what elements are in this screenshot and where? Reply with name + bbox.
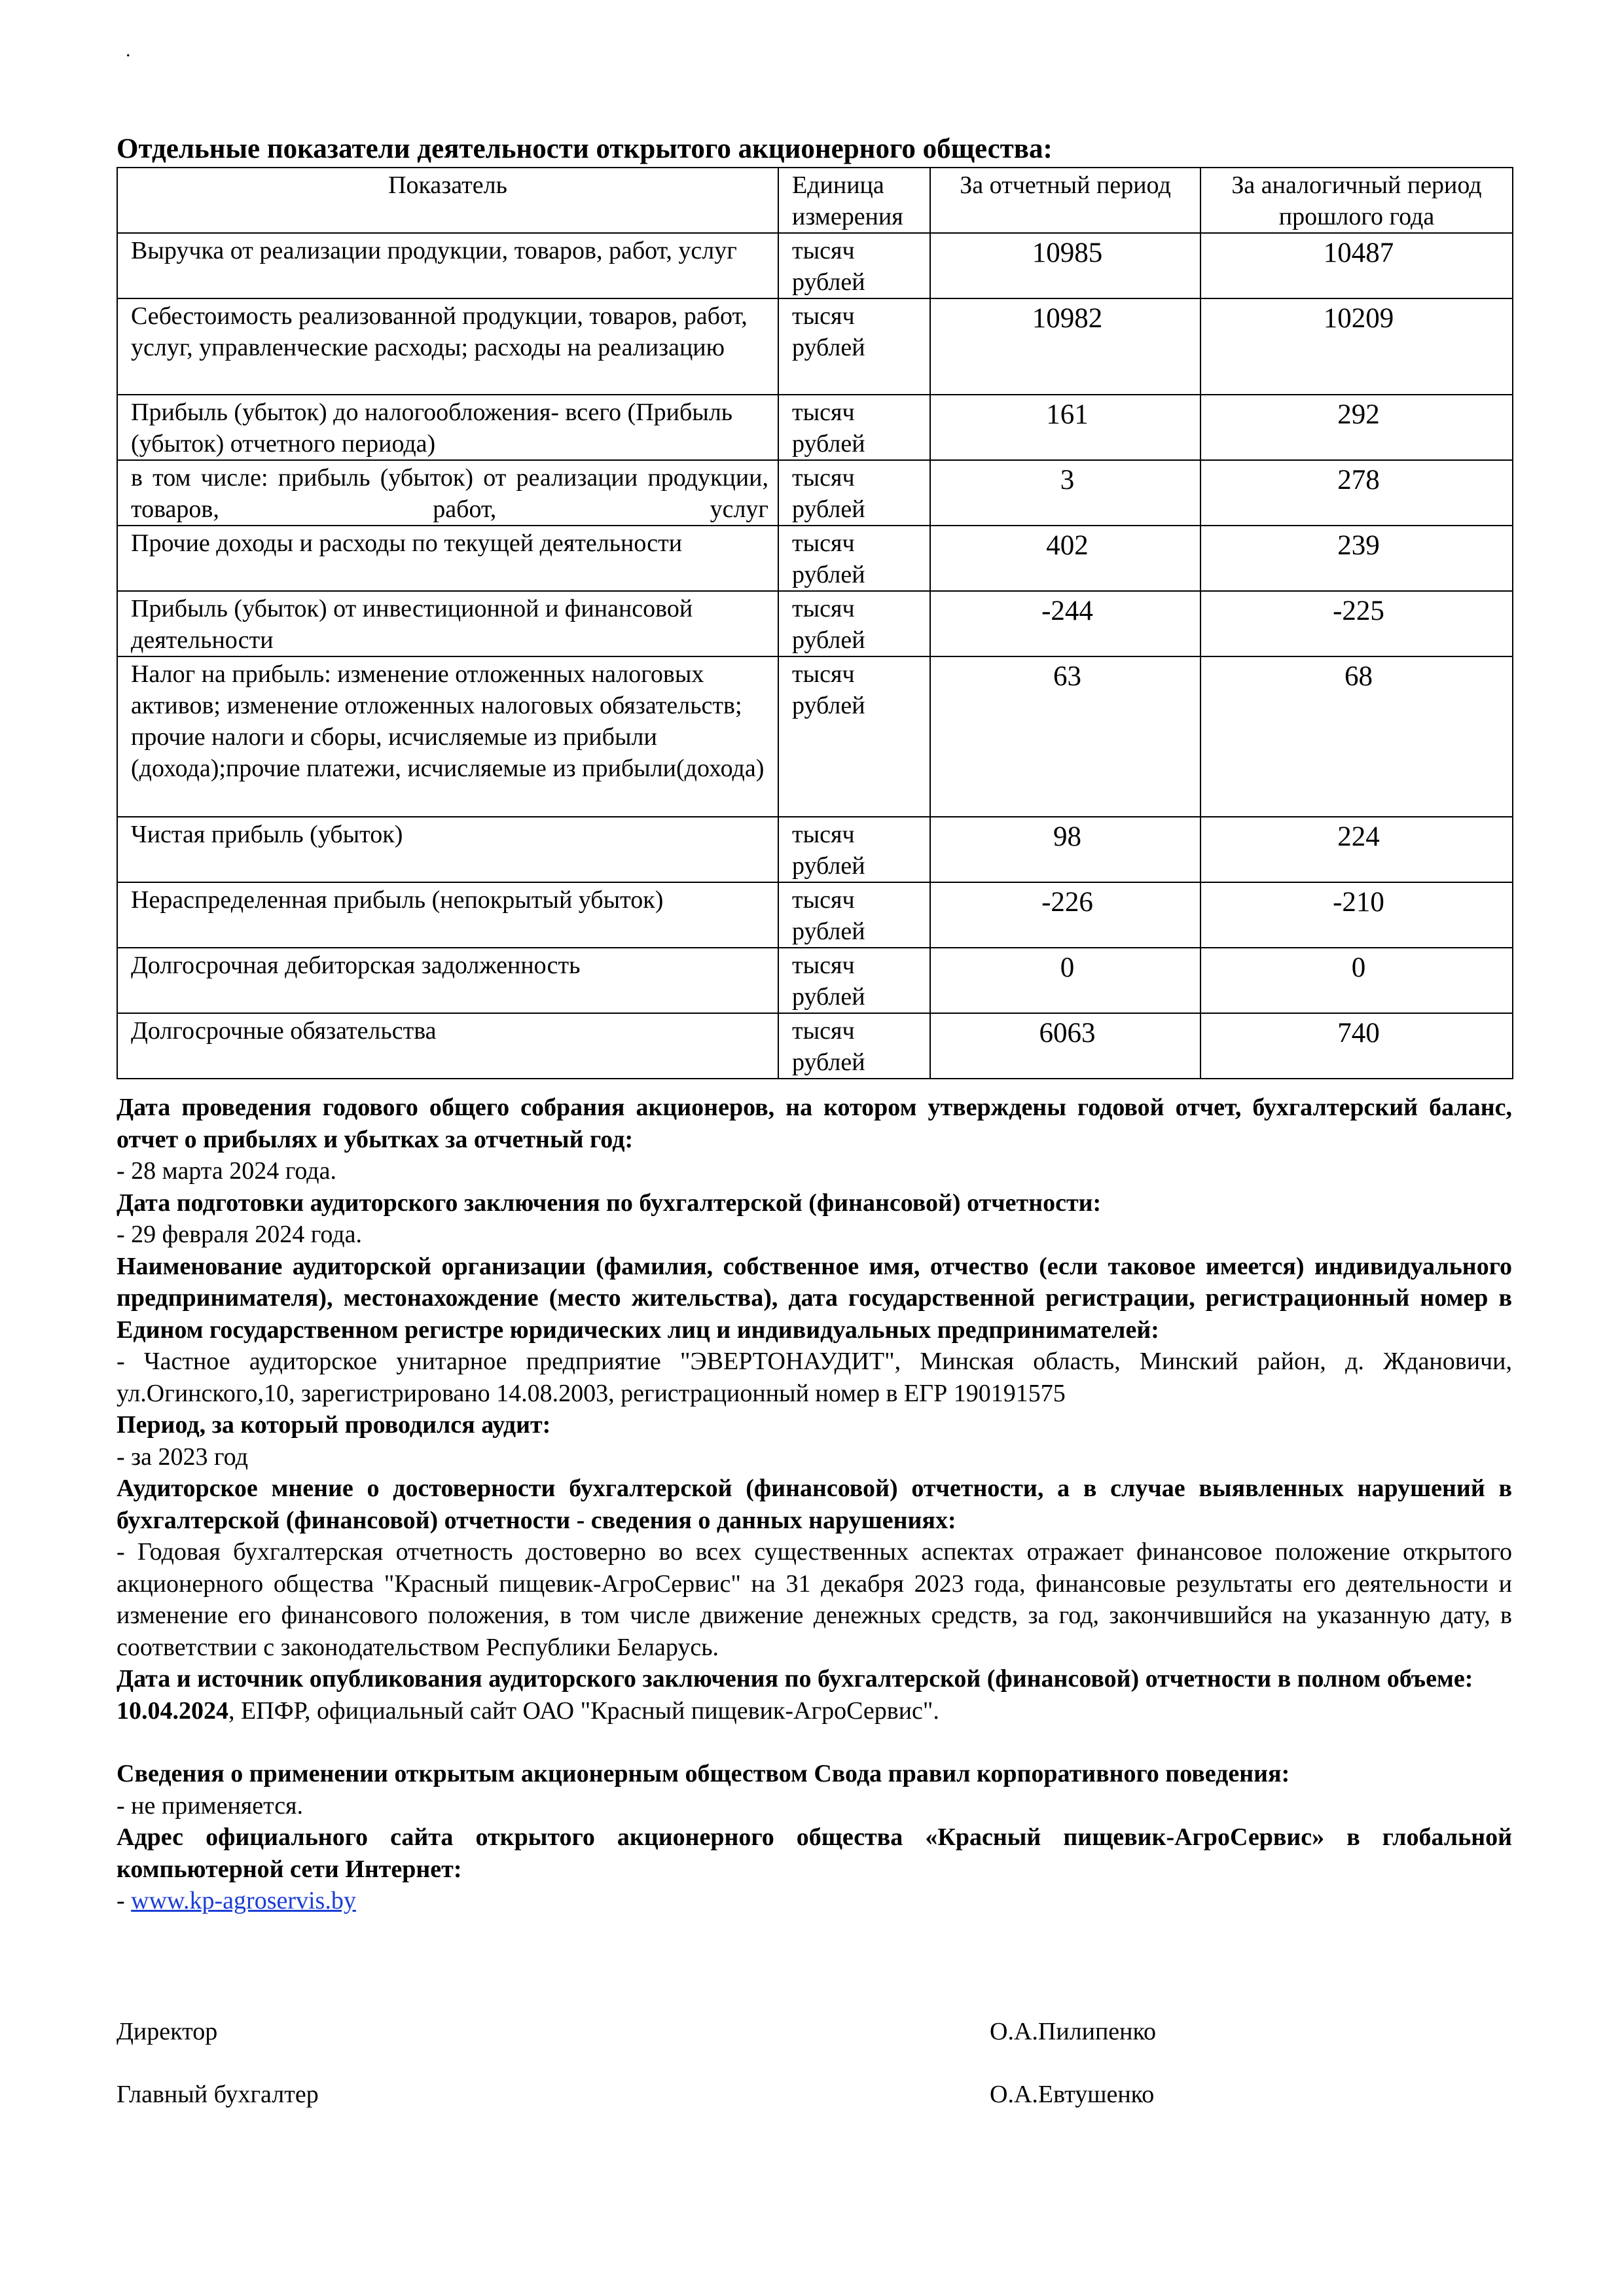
row-unit: тысяч рублей	[778, 948, 930, 1013]
audit-date-heading: Дата подготовки аудиторского заключения по бухгалтерской (финансовой) отчетности:	[117, 1189, 1102, 1217]
table-row	[117, 591, 1513, 656]
website-link[interactable]: www.kp-agroservis.by	[131, 1887, 356, 1914]
table-row	[117, 948, 1513, 1013]
audit-opinion-heading: Аудиторское мнение о достоверности бухгалтерской (финансовой) отчетности, а в случае выявленных нарушений в бухгалтерской (финансовой) отчетности - сведения о данных нарушениях:	[117, 1475, 1512, 1534]
row-name: Долгосрочные обязательства	[117, 1013, 778, 1079]
row-previous: 278	[1200, 460, 1513, 526]
row-current: 161	[930, 395, 1200, 460]
meeting-date-heading: Дата проведения годового общего собрания акционеров, на котором утверждены годовой отчет, бухгалтерский баланс, отчет о прибылях и убытках за отчетный год:	[117, 1094, 1512, 1153]
row-previous: 239	[1200, 526, 1513, 591]
table-row	[117, 817, 1513, 882]
row-current: 10985	[930, 233, 1200, 298]
row-previous: 10487	[1200, 233, 1513, 298]
column-header-previous: За аналогичный период прошлого года	[1200, 168, 1513, 233]
row-name: Прочие доходы и расходы по текущей деятельности	[117, 526, 778, 591]
table-row	[117, 1013, 1513, 1079]
page-mark: .	[126, 39, 131, 61]
row-name: Выручка от реализации продукции, товаров, работ, услуг	[117, 233, 778, 298]
row-current: 3	[930, 460, 1200, 526]
meeting-date-value: - 28 марта 2024 года.	[117, 1157, 336, 1185]
audit-period-heading: Период, за который проводился аудит:	[117, 1411, 551, 1439]
table-row	[117, 460, 1513, 526]
row-unit: тысяч рублей	[778, 460, 930, 526]
publication-value	[117, 1695, 1512, 1727]
row-previous: -210	[1200, 882, 1513, 948]
row-unit: тысяч рублей	[778, 591, 930, 656]
row-unit: тысяч рублей	[778, 882, 930, 948]
row-previous: -225	[1200, 591, 1513, 656]
row-name: Чистая прибыль (убыток)	[117, 817, 778, 882]
row-current: 6063	[930, 1013, 1200, 1079]
accountant-name: О.А.Евтушенко	[990, 2081, 1155, 2108]
row-current: 402	[930, 526, 1200, 591]
corporate-code-heading: Сведения о применении открытым акционерным обществом Свода правил корпоративного поведения:	[117, 1760, 1290, 1787]
column-header-current: За отчетный период	[930, 168, 1200, 233]
audit-opinion-value: - Годовая бухгалтерская отчетность достоверно во всех существенных аспектах отражает финансовое положение открытого акционерного общества "Красный пищевик-АгроСервис" на 31 декабря 2023 года, финансовые результаты его деятельности и изменение его финансового положения, в том числе движение денежных средств, за год, закончившийся на указанную дату, в соответствии с законодательством Республики Беларусь.	[117, 1538, 1512, 1661]
row-previous: 292	[1200, 395, 1513, 460]
row-name: Себестоимость реализованной продукции, товаров, работ, услуг, управленческие расходы; расходы на реализацию	[117, 298, 778, 395]
row-current: -244	[930, 591, 1200, 656]
column-header-indicator: Показатель	[117, 168, 778, 233]
website-prefix: -	[117, 1887, 132, 1914]
table-row	[117, 526, 1513, 591]
row-unit: тысяч рублей	[778, 233, 930, 298]
row-name: Долгосрочная дебиторская задолженность	[117, 948, 778, 1013]
website-heading: Адрес официального сайта открытого акционерного общества «Красный пищевик-АгроСервис» в глобальной компьютерной сети Интернет:	[117, 1823, 1512, 1883]
accountant-title: Главный бухгалтер	[117, 2081, 319, 2108]
row-previous: 10209	[1200, 298, 1513, 395]
disclosure-section	[117, 1092, 1512, 1917]
row-unit: тысяч рублей	[778, 656, 930, 817]
director-name: О.А.Пилипенко	[990, 2018, 1157, 2045]
row-previous: 740	[1200, 1013, 1513, 1079]
row-unit: тысяч рублей	[778, 395, 930, 460]
row-current: 63	[930, 656, 1200, 817]
auditor-value: - Частное аудиторское унитарное предприятие "ЭВЕРТОНАУДИТ", Минская область, Минский район, д. Ждановичи, ул.Огинского,10, зарегистрировано 14.08.2003, регистрационный номер в ЕГР 190191575	[117, 1348, 1512, 1407]
corporate-code-value: - не применяется.	[117, 1791, 304, 1820]
row-name: Прибыль (убыток) от инвестиционной и финансовой деятельности	[117, 591, 778, 656]
audit-period-value: - за 2023 год	[117, 1443, 248, 1471]
table-header-row	[117, 168, 1513, 233]
row-current: 0	[930, 948, 1200, 1013]
row-unit: тысяч рублей	[778, 298, 930, 395]
director-title: Директор	[117, 2018, 218, 2045]
row-current: 10982	[930, 298, 1200, 395]
indicators-table	[117, 167, 1513, 1079]
table-row	[117, 882, 1513, 948]
publication-heading: Дата и источник опубликования аудиторского заключения по бухгалтерской (финансовой) отчетности в полном объеме:	[117, 1665, 1473, 1693]
row-previous: 224	[1200, 817, 1513, 882]
table-row	[117, 233, 1513, 298]
table-row	[117, 395, 1513, 460]
row-previous: 0	[1200, 948, 1513, 1013]
row-current: -226	[930, 882, 1200, 948]
website-value	[117, 1885, 1512, 1917]
row-name: Налог на прибыль: изменение отложенных налоговых активов; изменение отложенных налоговых обязательств; прочие налоги и сборы, исчисляемые из прибыли (дохода);прочие платежи, исчисляемые из прибыли(дохода)	[117, 656, 778, 817]
column-header-unit: Единица измерения	[778, 168, 930, 233]
row-unit: тысяч рублей	[778, 1013, 930, 1079]
row-name: Нераспределенная прибыль (непокрытый убыток)	[117, 882, 778, 948]
table-row	[117, 298, 1513, 395]
publication-source: , ЕПФР, официальный сайт ОАО "Красный пищевик-АгроСервис".	[228, 1696, 939, 1725]
row-name: в том числе: прибыль (убыток) от реализации продукции, товаров, работ, услуг	[117, 460, 778, 526]
publication-date: 10.04.2024	[117, 1696, 228, 1725]
row-unit: тысяч рублей	[778, 526, 930, 591]
audit-date-value: - 29 февраля 2024 года.	[117, 1221, 362, 1248]
auditor-heading: Наименование аудиторской организации (фамилия, собственное имя, отчество (если таковое имеется) индивидуального предпринимателя), местонахождение (место жительства), дата государственной регистрации, регистрационный номер в Едином государственном регистре юридических лиц и индивидуальных предпринимателей:	[117, 1252, 1512, 1344]
table-row	[117, 656, 1513, 817]
row-unit: тысяч рублей	[778, 817, 930, 882]
row-name: Прибыль (убыток) до налогообложения- всего (Прибыль (убыток) отчетного периода)	[117, 395, 778, 460]
page-title: Отдельные показатели деятельности открытого акционерного общества:	[117, 134, 1053, 164]
row-previous: 68	[1200, 656, 1513, 817]
row-current: 98	[930, 817, 1200, 882]
